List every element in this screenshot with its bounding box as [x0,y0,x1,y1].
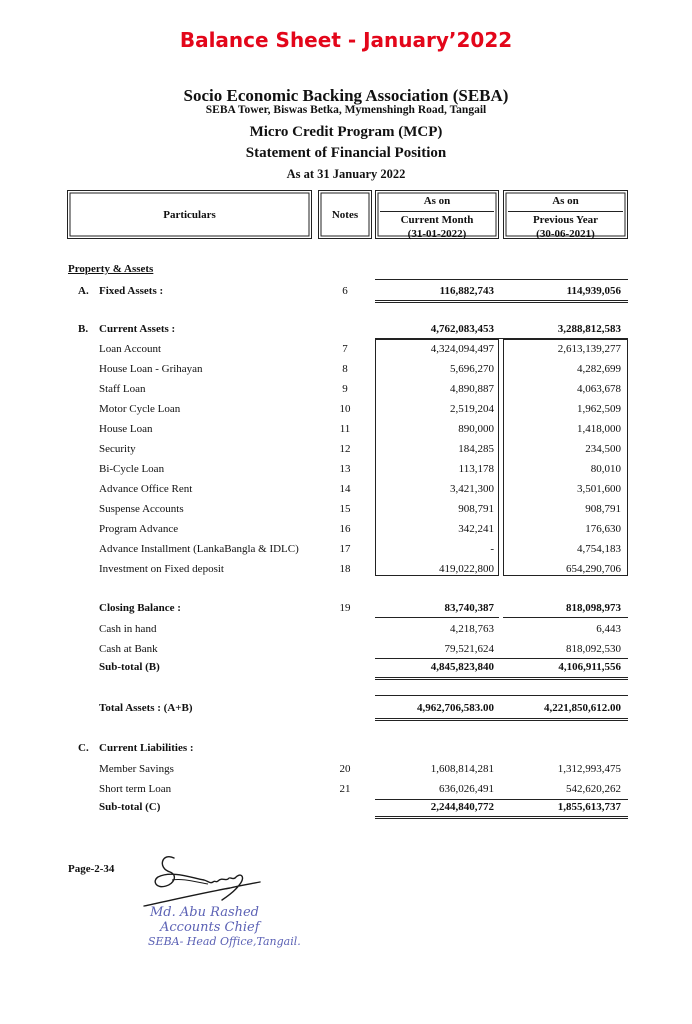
current-asset-label: Staff Loan [99,383,146,395]
header-current-date: (31-01-2022) [407,228,467,240]
current-asset-notes: 14 [339,483,351,495]
program-name: Micro Credit Program (MCP) [249,124,443,140]
current-asset-label: Bi-Cycle Loan [99,463,165,475]
header-notes [318,190,372,239]
current-liabilities-row [0,740,692,758]
cash-in-hand-previous: 6,443 [596,623,621,635]
current-assets-current: 4,762,083,453 [430,323,494,335]
subtotal-b-current: 4,845,823,840 [430,661,494,673]
total-assets-label: Total Assets : (A+B) [99,702,193,714]
current-asset-previous: 3,501,600 [577,483,621,495]
seal-office: SEBA- Head Office,Tangail. [148,935,301,948]
closing-balance-current: 83,740,387 [444,602,494,614]
current-asset-current: 184,285 [458,443,494,455]
member-savings-label: Member Savings [99,763,174,775]
fixed-assets-index: A. [78,285,89,297]
organization-name: Socio Economic Backing Association (SEBA) [183,86,509,105]
current-asset-notes: 8 [342,363,348,375]
current-asset-current: 342,241 [458,523,494,535]
current-liabilities-label: Current Liabilities : [99,742,194,754]
current-asset-label: Security [99,443,136,455]
cash-in-hand-label: Cash in hand [99,623,157,635]
short-term-loan-row [0,781,692,799]
seal-title: Accounts Chief [160,920,260,935]
member-savings-previous: 1,312,993,475 [557,763,621,775]
current-asset-current: 890,000 [458,423,494,435]
current-asset-notes: 13 [339,463,351,475]
page-number: Page-2-34 [68,863,115,875]
current-asset-previous: 2,613,139,277 [557,343,621,355]
current-asset-notes: 16 [339,523,351,535]
current-asset-row [0,361,692,379]
current-asset-notes: 9 [342,383,348,395]
cash-at-bank-previous: 818,092,530 [566,643,621,655]
current-asset-notes: 11 [339,423,351,435]
current-asset-previous: 654,290,706 [566,563,621,575]
current-assets-index: B. [78,323,89,335]
current-assets-label: Current Assets : [99,323,176,335]
subtotal-b-label: Sub-total (B) [99,661,160,673]
fixed-assets-label: Fixed Assets : [99,285,164,297]
subtotal-c-label: Sub-total (C) [99,801,161,813]
total-assets-current: 4,962,706,583.00 [417,702,494,714]
current-asset-row [0,541,692,559]
short-term-loan-previous: 542,620,262 [566,783,621,795]
current-asset-current: 4,324,094,497 [430,343,494,355]
seal-name: Md. Abu Rashed [150,905,260,920]
current-asset-label: Suspense Accounts [99,503,184,515]
current-asset-label: Motor Cycle Loan [99,403,181,415]
current-asset-notes: 17 [339,543,351,555]
current-asset-previous: 4,063,678 [577,383,621,395]
current-asset-previous: 4,282,699 [577,363,621,375]
current-asset-row [0,461,692,479]
current-asset-notes: 18 [339,563,351,575]
current-asset-current: 908,791 [458,503,494,515]
header-current-month [375,190,499,239]
current-asset-label: Loan Account [99,343,162,355]
current-asset-label: House Loan [99,423,153,435]
short-term-loan-label: Short term Loan [99,783,172,795]
section-heading: Property & Assets [68,263,154,275]
closing-balance-previous: 818,098,973 [566,602,621,614]
total-assets-previous: 4,221,850,612.00 [544,702,621,714]
current-liabilities-index: C. [78,742,89,754]
closing-balance-notes: 19 [339,602,351,614]
current-asset-notes: 7 [342,343,348,355]
current-asset-label: Advance Installment (LankaBangla & IDLC) [99,543,299,555]
subtotal-c-previous: 1,855,613,737 [557,801,621,813]
fixed-assets-previous: 114,939,056 [566,285,621,297]
header-previous-label: Previous Year [532,214,599,226]
member-savings-current: 1,608,814,281 [430,763,494,775]
header-particulars [67,190,312,239]
current-asset-notes: 15 [339,503,351,515]
current-asset-previous: 176,630 [585,523,621,535]
current-asset-current: 4,890,887 [450,383,494,395]
short-term-loan-notes: 21 [339,783,351,795]
closing-balance-label: Closing Balance : [99,602,181,614]
total-assets-row [0,700,692,718]
current-asset-row [0,441,692,459]
current-asset-previous: 1,962,509 [577,403,621,415]
member-savings-notes: 20 [339,763,351,775]
current-asset-current: 3,421,300 [450,483,494,495]
current-asset-previous: 4,754,183 [577,543,621,555]
header-particulars-label: Particulars [163,208,216,221]
current-asset-row [0,381,692,399]
current-asset-previous: 1,418,000 [577,423,621,435]
current-asset-notes: 12 [339,443,351,455]
current-assets-row [0,321,692,339]
member-savings-row [0,761,692,779]
organization-address: SEBA Tower, Biswas Betka, Mymenshingh Road, Tangail [205,104,487,116]
subtotal-b-row [0,659,692,677]
header-previous-date: (30-06-2021) [536,228,595,240]
cash-in-hand-current: 4,218,763 [450,623,494,635]
current-asset-row [0,501,692,519]
current-asset-current: 5,696,270 [450,363,494,375]
closing-balance-row [0,600,692,618]
statement-date: As at 31 January 2022 [286,167,406,181]
current-asset-row [0,401,692,419]
current-asset-row [0,561,692,579]
current-asset-label: Program Advance [99,523,179,535]
current-asset-row [0,521,692,539]
header-previous-as-on: As on [552,195,579,207]
subtotal-c-row [0,799,692,817]
current-asset-current: 2,519,204 [450,403,494,415]
fixed-assets-current: 116,882,743 [439,285,494,297]
statement-name: Statement of Financial Position [245,145,447,161]
header-current-as-on: As on [423,195,451,207]
current-asset-previous: 80,010 [590,463,621,475]
fixed-assets-notes: 6 [342,285,348,297]
header-previous-year [503,190,628,239]
current-asset-current: - [490,543,494,555]
current-asset-row [0,421,692,439]
fixed-assets-row [0,283,692,301]
header-current-label: Current Month [400,214,474,226]
current-assets-previous: 3,288,812,583 [557,323,621,335]
current-asset-current: 113,178 [458,463,494,475]
current-asset-row [0,341,692,359]
cash-at-bank-row [0,641,692,659]
current-asset-label: Investment on Fixed deposit [99,563,224,575]
cash-at-bank-label: Cash at Bank [99,643,158,655]
cash-in-hand-row [0,621,692,639]
current-asset-current: 419,022,800 [439,563,494,575]
subtotal-c-current: 2,244,840,772 [430,801,494,813]
subtotal-b-previous: 4,106,911,556 [558,661,621,673]
current-asset-notes: 10 [339,403,351,415]
cash-at-bank-current: 79,521,624 [444,643,494,655]
current-asset-previous: 908,791 [585,503,621,515]
header-notes-label: Notes [331,208,359,221]
page-title: Balance Sheet - January’2022 [179,28,513,52]
current-asset-label: House Loan - Grihayan [99,363,203,375]
short-term-loan-current: 636,026,491 [439,783,494,795]
current-asset-previous: 234,500 [585,443,621,455]
current-asset-label: Advance Office Rent [99,483,193,495]
current-asset-row [0,481,692,499]
